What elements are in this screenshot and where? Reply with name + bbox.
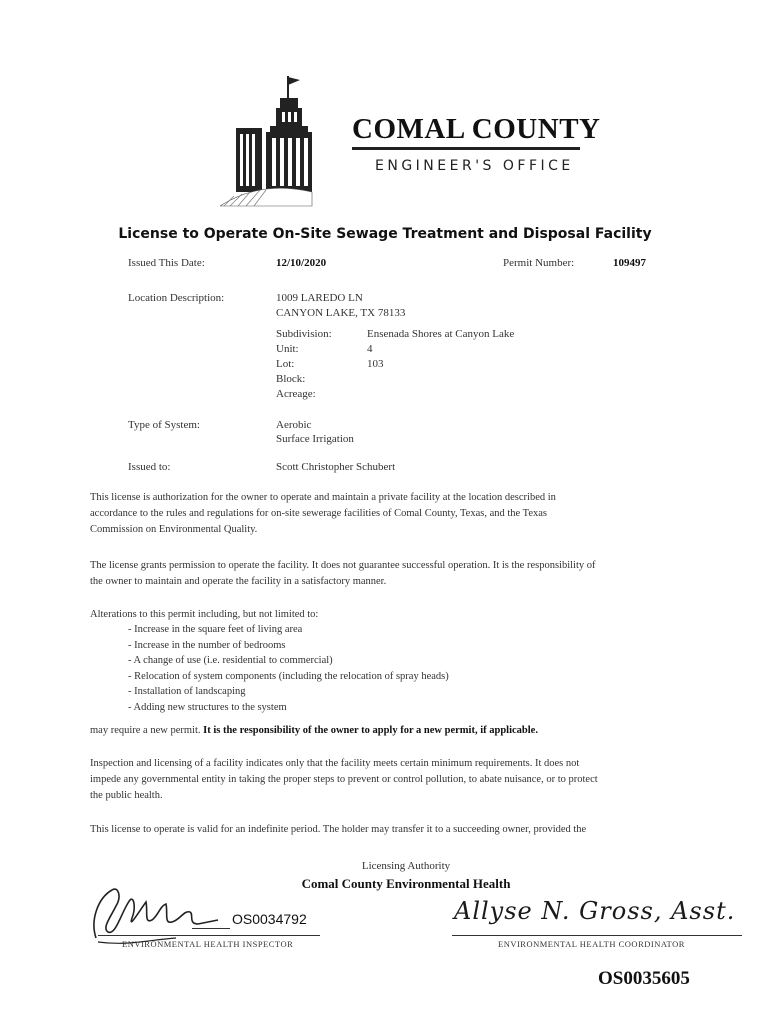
permission-paragraph	[90, 558, 660, 590]
list-item: - A change of use (i.e. residential to commercial)	[128, 655, 333, 666]
list-item: - Adding new structures to the system	[128, 701, 287, 713]
system-type-line1: Aerobic	[276, 419, 312, 431]
paragraph-line: Commission on Environmental Quality.	[90, 524, 258, 535]
authorization-paragraph	[90, 490, 660, 538]
permit-number-value: 109497	[613, 257, 646, 269]
authority-name: Comal County Environmental Health	[301, 876, 511, 891]
lot-label: Lot:	[276, 358, 295, 370]
issued-date-value: 12/10/2020	[276, 257, 327, 269]
list-item: - Relocation of system components (including the relocation of spray heads)	[128, 670, 449, 682]
paragraph-line: The license grants permission to operate the facility. It does not guarantee successful operation. It is the responsibility of	[90, 560, 596, 571]
list-item: - Installation of landscaping	[128, 686, 246, 697]
inspection-paragraph	[90, 756, 660, 804]
paragraph-line: impede any governmental entity in taking the proper steps to prevent or control pollution, to abate nuisance, or to protect	[90, 774, 598, 785]
paragraph-line: the owner to maintain and operate the facility in a satisfactory manner.	[90, 576, 387, 587]
coordinator-signature: Allyse N. Gross, Asst.	[454, 897, 736, 925]
lot-value: 103	[367, 358, 384, 370]
alterations-tail	[90, 723, 660, 739]
county-logo	[220, 72, 350, 207]
list-item: - Increase in the square feet of living area	[128, 624, 303, 635]
validity-paragraph: This license to operate is valid for an indefinite period. The holder may transfer it to a succeeding owner, provided the	[90, 824, 587, 835]
paragraph-line: This license is authorization for the owner to operate and maintain a private facility at the location described in	[90, 492, 556, 503]
courthouse-icon	[220, 72, 350, 207]
subdivision-value: Ensenada Shores at Canyon Lake	[367, 328, 515, 340]
location-label: Location Description:	[128, 292, 225, 304]
paragraph-line: accordance to the rules and regulations for on-site sewerage facilities of Comal County, Texas, and the Texas	[90, 508, 547, 519]
unit-value: 4	[367, 343, 373, 355]
paragraph-line: the public health.	[90, 790, 163, 801]
location-line1: 1009 LAREDO LN	[276, 292, 363, 304]
block-label: Block:	[276, 373, 306, 385]
authority-label: Licensing Authority	[361, 860, 451, 872]
location-line2: CANYON LAKE, TX 78133	[276, 307, 406, 319]
system-type-label: Type of System:	[128, 419, 200, 431]
system-type-line2: Surface Irrigation	[276, 433, 354, 445]
paragraph-line: Inspection and licensing of a facility indicates only that the facility meets certain minimum requirements. It does not	[90, 758, 580, 769]
alterations-intro: Alterations to this permit including, but not limited to:	[90, 609, 319, 620]
tail-bold: It is the responsibility of the owner to apply for a new permit, if applicable.	[203, 725, 538, 736]
alterations-list	[128, 624, 449, 717]
unit-label: Unit:	[276, 343, 299, 355]
subdivision-label: Subdivision:	[276, 328, 332, 340]
signature-line	[192, 928, 230, 929]
acreage-label: Acreage:	[276, 388, 316, 400]
inspector-title: ENVIRONMENTAL HEALTH INSPECTOR	[122, 939, 294, 949]
signature-line	[452, 935, 742, 936]
document-title: License to Operate On-Site Sewage Treatment and Disposal Facility	[118, 226, 652, 242]
org-subtitle: ENGINEER'S OFFICE	[375, 158, 574, 174]
coordinator-title: ENVIRONMENTAL HEALTH COORDINATOR	[498, 939, 685, 949]
list-item: - Increase in the number of bedrooms	[128, 639, 286, 651]
permit-number-label: Permit Number:	[503, 257, 575, 269]
inspector-cert-number: OS0034792	[232, 911, 307, 927]
issued-to-value: Scott Christopher Schubert	[276, 461, 396, 473]
issued-to-label: Issued to:	[128, 461, 171, 473]
signature-line	[98, 935, 320, 936]
tail-plain: may require a new permit.	[90, 725, 201, 736]
issued-date-label: Issued This Date:	[128, 257, 205, 269]
org-name: COMAL COUNTY	[352, 113, 601, 145]
coordinator-cert-number: OS0035605	[598, 968, 690, 989]
logo-divider	[352, 147, 580, 150]
